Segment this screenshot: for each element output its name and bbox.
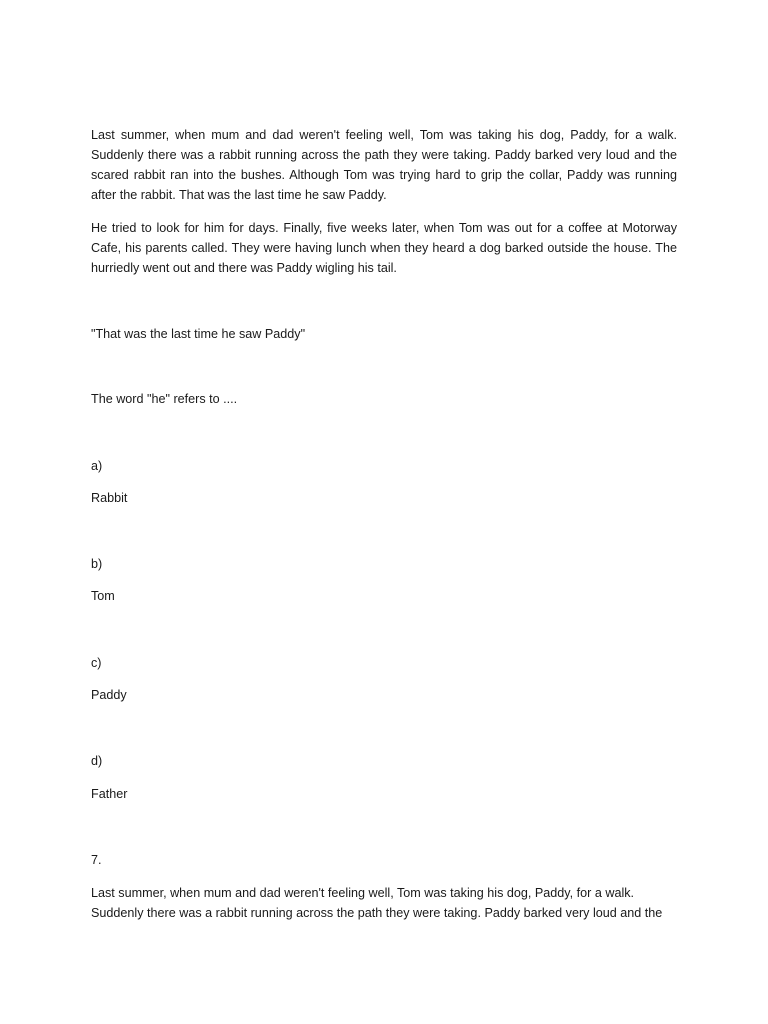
question-prompt: The word "he" refers to .... [91, 392, 238, 406]
option-c-text: Paddy [91, 688, 127, 702]
question-7-passage-line-1: Last summer, when mum and dad weren't feeling well, Tom was taking his dog, Paddy, for a walk. [91, 886, 635, 900]
option-c-letter: c) [91, 656, 102, 670]
option-a-text: Rabbit [91, 491, 128, 505]
option-a-letter: a) [91, 459, 103, 473]
question-number: 7. [91, 853, 102, 867]
question-7-passage-line-2: Suddenly there was a rabbit running across the path they were taking. Paddy barked very loud and the [91, 906, 663, 920]
passage-paragraph-1: Last summer, when mum and dad weren't feeling well, Tom was taking his dog, Paddy, for a walk. Suddenly there was a rabbit running across the path they were taking. Paddy barked very loud and the scared rabbit ran into the bushes. Although Tom was trying hard to grip the collar, Paddy was running after the rabbit. That was the last time he saw Paddy. [91, 128, 677, 202]
passage-paragraph-2: He tried to look for him for days. Finally, five weeks later, when Tom was out for a coffee at Motorway Cafe, his parents called. They were having lunch when they heard a dog barked outside the house. The hurriedly went out and there was Paddy wigling his tail. [91, 221, 677, 275]
option-b-text: Tom [91, 589, 115, 603]
option-d-letter: d) [91, 754, 103, 768]
question-quote: "That was the last time he saw Paddy" [91, 327, 306, 341]
option-d-text: Father [91, 787, 128, 801]
option-b-letter: b) [91, 557, 103, 571]
